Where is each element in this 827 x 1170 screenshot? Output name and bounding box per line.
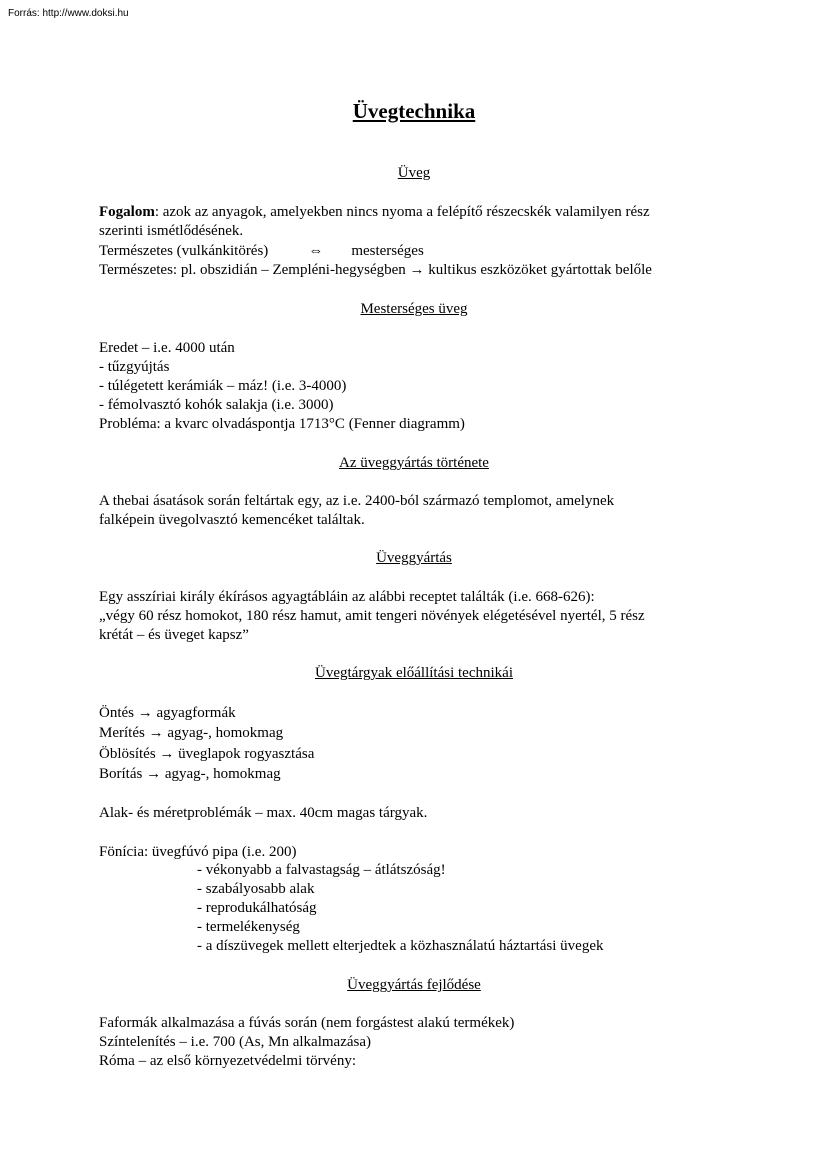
method-line: Öntés → agyagformák: [99, 705, 236, 721]
mesterseges-line: - túlégetett kerámiák – máz! (i.e. 3-4000): [99, 378, 347, 394]
alak-line: Alak- és méretproblémák – max. 40cm magas tárgyak.: [99, 805, 428, 821]
gyartas-line: „végy 60 rész homokot, 180 rész hamut, amit tengeri növények elégetésével nyertél, 5 rész: [99, 608, 645, 624]
section-heading-fejlodes: Üveggyártás fejlődése: [347, 977, 481, 993]
fonicia-item: - termelékenység: [197, 919, 300, 935]
document-title: Üvegtechnika: [352, 99, 476, 123]
fogalom-line: [99, 203, 650, 222]
mesterseges-line: - fémolvasztó kohók salakja (i.e. 3000): [99, 397, 334, 413]
fogalom-continuation: szerinti ismétlődésének.: [99, 223, 244, 239]
termeszetes-right: mesterséges: [351, 243, 424, 259]
section-heading-gyartas: Üveggyártás: [376, 550, 452, 566]
section-heading-mesterseges: Mesterséges üveg: [360, 301, 468, 317]
section-heading-tortenet: Az üveggyártás története: [339, 455, 489, 471]
gyartas-line: krétát – és üveget kapsz”: [99, 627, 249, 643]
mesterseges-line: Probléma: a kvarc olvadáspontja 1713°C (Fenner diagramm): [99, 416, 465, 432]
fonicia-item: - vékonyabb a falvastagság – átlátszóság!: [197, 862, 446, 878]
mesterseges-line: - tűzgyújtás: [99, 359, 170, 375]
method-line: Borítás → agyag-, homokmag: [99, 766, 281, 782]
fejlodes-line: Faformák alkalmazása a fúvás során (nem forgástest alakú termékek): [99, 1015, 515, 1031]
fonicia-item: - a díszüvegek mellett elterjedtek a közhasználatú háztartási üvegek: [197, 938, 604, 954]
termeszetes-line: [99, 242, 424, 261]
termeszetes-example: Természetes: pl. obszidián – Zempléni-hegységben → kultikus eszközöket gyártottak belőle: [99, 262, 652, 278]
fogalom-text: : azok az anyagok, amelyekben nincs nyoma a felépítő részecskék valamilyen rész: [154, 204, 650, 220]
gyartas-line: Egy asszíriai király ékírásos agyagtábláin az alábbi receptet találták (i.e. 668-626):: [99, 589, 595, 605]
tortenet-line: A thebai ásatások során feltártak egy, az i.e. 2400-ból származó templomot, amelynek: [99, 493, 615, 509]
termeszetes-left: Természetes (vulkánkitörés): [99, 243, 269, 259]
section-heading-technikak: Üvegtárgyak előállítási technikái: [315, 665, 513, 681]
fonicia-line: Föníciа: üvegfúvó pipa (i.e. 200): [99, 844, 297, 860]
method-line: Öblösítés → üveglapok rogyasztása: [99, 746, 315, 762]
fejlodes-line: Színtelenítés – i.e. 700 (As, Mn alkalmazása): [99, 1034, 372, 1050]
fogalom-label: Fogalom: [99, 204, 155, 220]
method-line: Merítés → agyag-, homokmag: [99, 725, 284, 741]
mesterseges-line: Eredet – i.e. 4000 után: [99, 340, 235, 356]
source-label: Forrás: http://www.doksi.hu: [8, 8, 129, 19]
double-arrow: ⇔: [308, 243, 324, 259]
fonicia-item: - szabályosabb alak: [197, 881, 315, 897]
fonicia-item: - reprodukálhatóság: [197, 900, 317, 916]
fejlodes-line: Róma – az első környezetvédelmi törvény:: [99, 1053, 356, 1069]
tortenet-line: falképein üvegolvasztó kemencéket találtak.: [99, 512, 365, 528]
section-heading-uveg: Üveg: [397, 165, 431, 181]
